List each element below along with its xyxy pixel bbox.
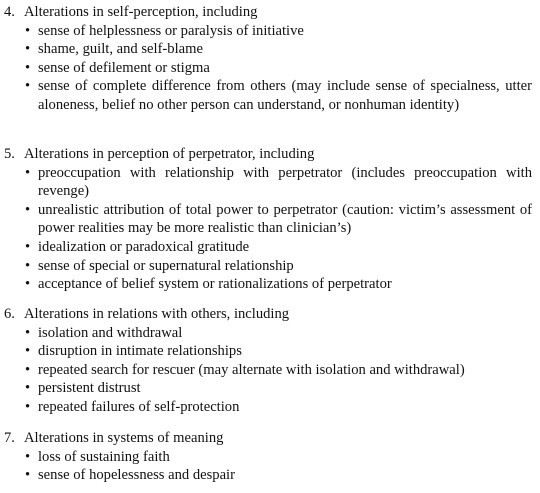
section-5 — [4, 145, 536, 294]
section-number: 4. — [4, 4, 15, 20]
section-title: Alterations in relations with others, including — [24, 306, 290, 322]
section-number: 6. — [4, 306, 15, 322]
bullet-icon: • — [25, 467, 31, 484]
section-heading — [4, 429, 536, 448]
list-item — [4, 77, 536, 114]
section-heading — [4, 3, 536, 22]
list-item — [4, 201, 536, 238]
list-item-text: isolation and withdrawal — [38, 324, 183, 341]
bullet-list — [4, 448, 536, 485]
bullet-icon: • — [25, 22, 31, 39]
bullet-list — [4, 324, 536, 417]
list-item-text: sense of hopelessness and despair — [38, 467, 235, 484]
section-6 — [4, 305, 536, 417]
bullet-icon: • — [25, 343, 31, 360]
bullet-icon: • — [25, 238, 31, 255]
bullet-list — [4, 164, 536, 294]
list-item — [4, 40, 536, 59]
section-4 — [4, 3, 536, 115]
list-item — [4, 448, 536, 467]
bullet-icon: • — [25, 361, 31, 378]
list-item — [4, 324, 536, 343]
section-7 — [4, 429, 536, 485]
list-item-text: sense of defilement or stigma — [38, 59, 210, 76]
section-title: Alterations in systems of meaning — [24, 430, 224, 446]
bullet-icon: • — [25, 324, 31, 341]
list-item-text: idealization or paradoxical gratitude — [38, 238, 250, 255]
list-item — [4, 398, 536, 417]
section-title: Alterations in perception of perpetrator, including — [24, 146, 315, 162]
section-heading — [4, 145, 536, 164]
list-item-text: sense of helplessness or paralysis of initiative — [38, 22, 304, 39]
bullet-list — [4, 22, 536, 115]
list-item — [4, 257, 536, 276]
section-heading — [4, 305, 536, 324]
section-number: 5. — [4, 146, 15, 162]
bullet-icon: • — [25, 41, 31, 58]
list-item — [4, 59, 536, 78]
list-item — [4, 164, 536, 201]
section-number: 7. — [4, 430, 15, 446]
list-item — [4, 379, 536, 398]
bullet-icon: • — [25, 164, 31, 181]
list-item-text: sense of complete difference from others (may include sense of specialness, utter aloneness, belief no other person can understand, or nonhuman identity) — [38, 78, 532, 113]
bullet-icon: • — [25, 201, 31, 218]
list-item-text: acceptance of belief system or rationalizations of perpetrator — [38, 276, 392, 293]
bullet-icon: • — [25, 380, 31, 397]
list-item — [4, 238, 536, 257]
bullet-icon: • — [25, 59, 31, 76]
list-item-text: unrealistic attribution of total power to perpetrator (caution: victim’s assessment of power realities may be more realistic than clinician’s) — [38, 201, 532, 237]
list-item-text: preoccupation with relationship with perpetrator (includes preoccupation with revenge) — [38, 164, 532, 200]
bullet-icon: • — [25, 398, 31, 415]
list-item-text: sense of special or supernatural relationship — [38, 257, 294, 274]
list-item-text: shame, guilt, and self-blame — [38, 41, 203, 58]
list-item-text: persistent distrust — [38, 380, 141, 397]
bullet-icon: • — [25, 257, 31, 274]
list-item — [4, 466, 536, 485]
list-item — [4, 361, 536, 380]
bullet-icon: • — [25, 276, 31, 293]
list-item — [4, 22, 536, 41]
list-item — [4, 342, 536, 361]
list-item-text: repeated search for rescuer (may alternate with isolation and withdrawal) — [38, 361, 465, 378]
list-item-text: disruption in intimate relationships — [38, 343, 242, 360]
list-item — [4, 275, 536, 294]
bullet-icon: • — [25, 448, 31, 465]
bullet-icon: • — [25, 78, 31, 95]
section-title: Alterations in self-perception, including — [24, 4, 258, 20]
list-item-text: repeated failures of self-protection — [38, 398, 240, 415]
list-item-text: loss of sustaining faith — [38, 448, 170, 465]
